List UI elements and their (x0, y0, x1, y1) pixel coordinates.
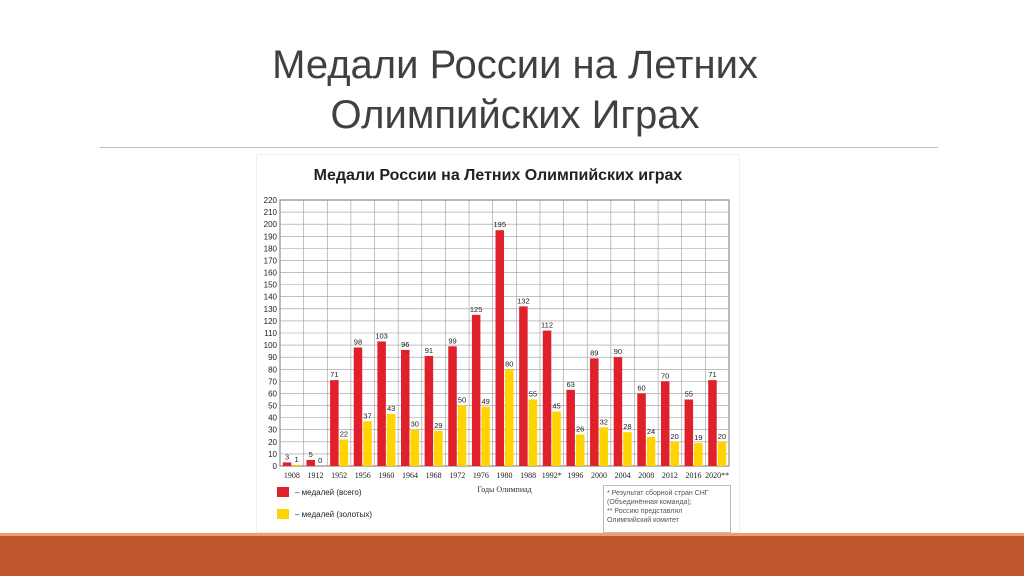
y-tick-label: 80 (268, 365, 277, 375)
x-tick-label: 2004 (614, 471, 631, 480)
y-tick-label: 200 (263, 220, 277, 230)
y-tick-label: 30 (268, 425, 277, 435)
bar-gold (434, 431, 443, 466)
bar-total (306, 460, 315, 466)
data-label-gold: 19 (694, 433, 703, 443)
x-tick-label: 1992* (541, 471, 562, 480)
bar-gold (600, 427, 609, 466)
legend-label-gold: – медалей (золотых) (295, 509, 372, 519)
data-label-gold: 20 (670, 431, 679, 441)
data-label-total: 60 (637, 383, 646, 393)
y-tick-label: 70 (268, 377, 277, 387)
x-tick-label: 1956 (354, 471, 371, 480)
bar-chart (257, 155, 739, 532)
data-label-total: 91 (424, 345, 434, 355)
bar-total (496, 230, 505, 466)
data-label-gold: 32 (599, 417, 608, 427)
bar-gold (647, 437, 656, 466)
y-tick-label: 150 (263, 280, 277, 290)
bar-total (590, 358, 599, 466)
bar-gold (670, 442, 679, 466)
x-tick-label: 2020** (705, 471, 730, 480)
bar-total (661, 381, 670, 466)
bar-total (354, 348, 363, 466)
x-tick-label: 1996 (567, 471, 584, 480)
y-tick-label: 210 (263, 208, 277, 218)
y-tick-label: 90 (268, 353, 277, 363)
data-label-total: 99 (448, 336, 457, 346)
y-tick-label: 100 (263, 341, 277, 351)
bar-total (708, 380, 717, 466)
bar-total (637, 393, 646, 466)
data-label-gold: 37 (363, 411, 372, 421)
y-tick-label: 0 (272, 462, 277, 471)
bar-gold (458, 406, 467, 466)
data-label-total: 5 (308, 449, 313, 459)
bar-total (543, 331, 552, 466)
y-tick-label: 50 (268, 401, 277, 411)
data-label-gold: 28 (623, 422, 632, 432)
legend-label-total: – медалей (всего) (295, 487, 362, 497)
x-tick-label: 2000 (591, 471, 608, 480)
bar-gold (340, 439, 349, 466)
bar-total (472, 315, 481, 466)
data-label-total: 96 (401, 339, 410, 349)
bar-total (401, 350, 410, 466)
y-tick-label: 140 (263, 292, 277, 302)
bar-gold (363, 421, 372, 466)
bar-gold (718, 442, 727, 466)
data-label-gold: 30 (410, 419, 419, 429)
x-axis-title: Годы Олимпиад (477, 485, 532, 494)
data-label-gold: 50 (457, 395, 467, 405)
y-tick-label: 110 (264, 329, 277, 338)
slide-title-line-2: Олимпийских Играх (330, 93, 700, 137)
x-tick-label: 1908 (283, 471, 300, 480)
bar-total (330, 380, 339, 466)
data-label-total: 103 (375, 331, 388, 341)
data-label-gold: 43 (386, 404, 396, 414)
data-label-gold: 1 (294, 454, 299, 464)
x-tick-label: 2008 (638, 471, 655, 480)
slide-title-line-1: Медали России на Летних (272, 43, 758, 87)
data-label-total: 63 (566, 379, 575, 389)
y-tick-label: 120 (263, 316, 277, 326)
legend-item-total (277, 485, 372, 499)
bar-gold (576, 435, 585, 466)
y-tick-label: 130 (263, 304, 277, 314)
bar-total (614, 357, 623, 466)
footnote-line: Олимпийский комитет (607, 517, 679, 524)
y-tick-label: 20 (268, 437, 277, 447)
x-tick-label: 1912 (307, 471, 324, 480)
x-tick-label: 2016 (685, 471, 702, 480)
x-tick-label: 1952 (331, 471, 348, 480)
y-tick-label: 220 (263, 196, 277, 205)
data-label-gold: 26 (576, 424, 585, 434)
bar-total (377, 341, 386, 466)
y-tick-label: 10 (268, 449, 277, 459)
y-tick-label: 170 (263, 256, 277, 266)
bar-gold (411, 430, 420, 466)
chart-heading: Медали России на Летних Олимпийских играх (313, 167, 683, 184)
data-label-total: 3 (285, 452, 290, 462)
bar-gold (694, 443, 703, 466)
slide-title (100, 40, 930, 140)
data-label-total: 125 (469, 304, 483, 314)
y-tick-label: 190 (263, 232, 277, 242)
bar-gold (505, 369, 514, 466)
footnote-line: * Результат сборной стран СНГ (607, 490, 709, 497)
data-label-total: 195 (493, 220, 507, 230)
bar-gold (552, 412, 561, 466)
data-label-gold: 80 (505, 359, 514, 369)
legend-swatch-gold (277, 509, 289, 519)
bar-total (566, 390, 575, 466)
data-label-gold: 55 (528, 389, 538, 399)
data-label-total: 90 (613, 347, 623, 357)
x-tick-label: 1976 (472, 471, 489, 480)
data-label-total: 71 (330, 370, 339, 380)
x-tick-label: 1964 (401, 471, 418, 480)
data-label-gold: 29 (434, 420, 443, 430)
y-tick-label: 160 (263, 268, 277, 278)
data-label-total: 98 (353, 337, 363, 347)
y-tick-label: 40 (268, 413, 277, 423)
data-label-total: 132 (517, 296, 530, 306)
title-divider (100, 147, 938, 148)
x-tick-label: 1968 (425, 471, 442, 480)
legend-item-gold (277, 507, 372, 521)
bar-gold (292, 465, 301, 466)
x-tick-label: 1960 (378, 471, 395, 480)
data-label-gold: 22 (339, 429, 349, 439)
data-label-total: 71 (708, 370, 717, 380)
chart-legend (277, 485, 372, 529)
bar-total (425, 356, 434, 466)
footnote-box (603, 485, 731, 533)
footnote-line: ** Россию представлял (607, 508, 683, 515)
data-label-total: 55 (684, 389, 693, 399)
bar-gold (529, 400, 538, 467)
data-label-total: 89 (590, 348, 599, 358)
x-tick-label: 2012 (661, 471, 678, 480)
data-label-gold: 24 (646, 426, 656, 436)
data-label-gold: 45 (552, 401, 561, 411)
x-tick-label: 1988 (520, 471, 537, 480)
y-tick-label: 60 (268, 389, 277, 399)
data-label-total: 112 (541, 320, 554, 330)
data-label-total: 70 (661, 371, 670, 381)
chart-figure (257, 155, 739, 532)
data-label-gold: 20 (717, 431, 727, 441)
x-tick-label: 1972 (449, 471, 466, 480)
data-label-gold: 49 (481, 396, 490, 406)
bar-total (448, 346, 457, 466)
footer-band (0, 536, 1024, 576)
bar-total (519, 306, 528, 466)
y-tick-label: 180 (263, 244, 277, 254)
bar-gold (623, 432, 632, 466)
bar-gold (387, 414, 396, 466)
x-tick-label: 1980 (496, 471, 513, 480)
bar-total (283, 462, 292, 466)
legend-swatch-total (277, 487, 289, 497)
data-label-gold: 0 (318, 456, 323, 465)
bar-total (685, 400, 694, 467)
bar-gold (481, 407, 490, 466)
footnote-line: (Объединённая команда); (607, 499, 692, 506)
